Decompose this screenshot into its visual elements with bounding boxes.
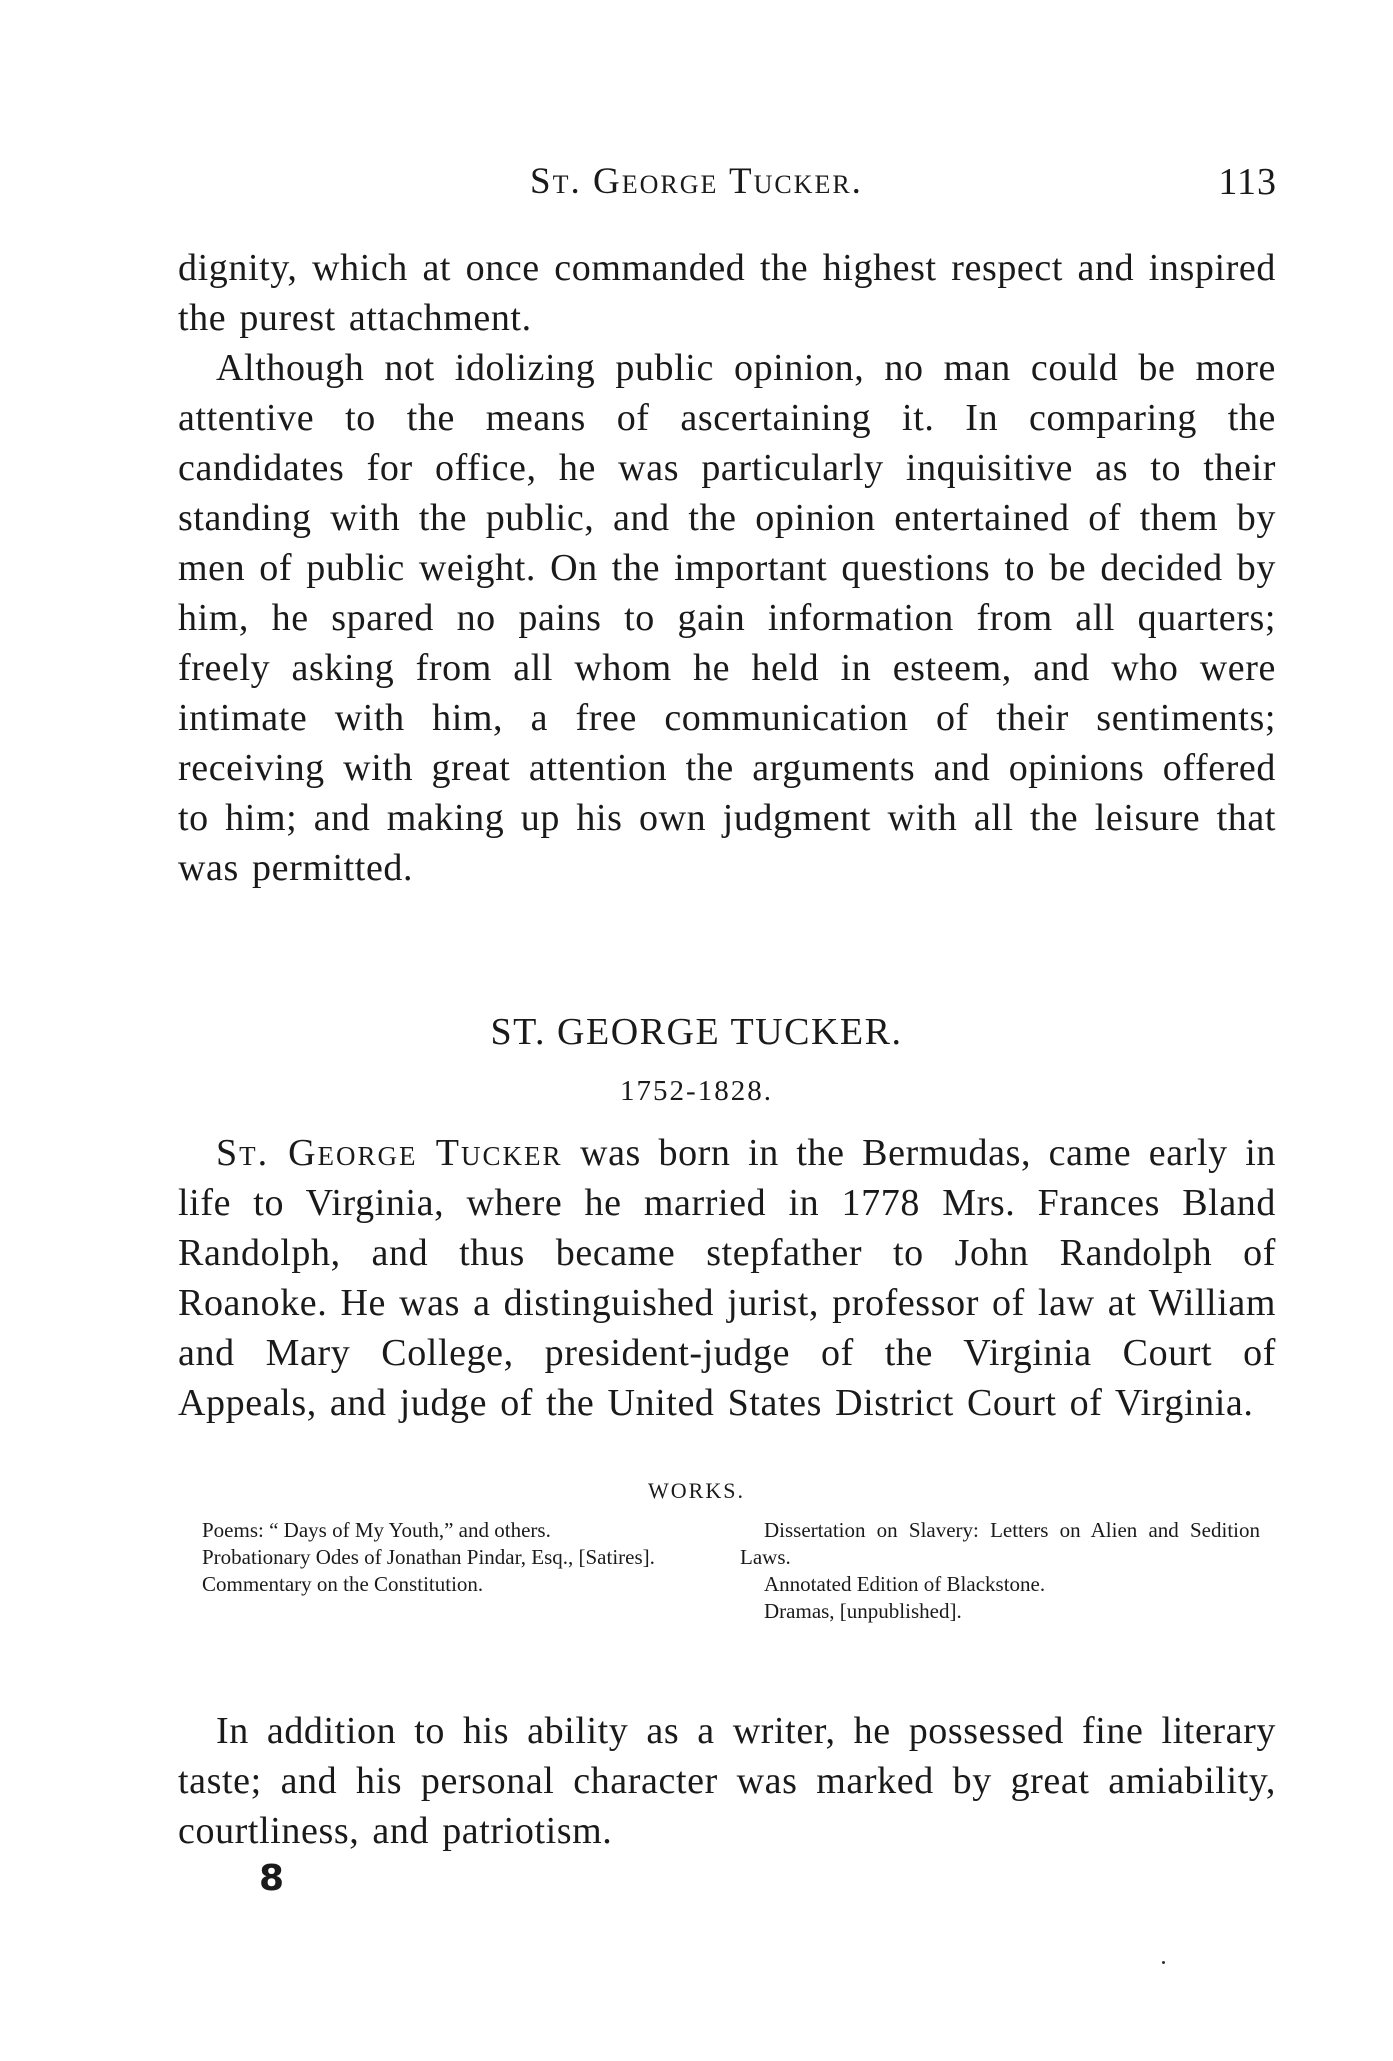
closing-text xyxy=(178,1706,1276,1856)
signature-mark: 8 xyxy=(259,1858,285,1899)
works-right-column xyxy=(740,1517,1260,1625)
paragraph-dignity: dignity, which at once commanded the highest respect and inspired the purest attachment. xyxy=(178,247,1276,339)
work-item: Dissertation on Slavery: Letters on Alien and Sedition Laws. xyxy=(740,1518,1260,1569)
biography-text xyxy=(178,1128,1276,1428)
work-item: Dramas, [unpublished]. xyxy=(764,1599,962,1623)
page-number: 113 xyxy=(1218,161,1277,203)
running-head xyxy=(0,160,1393,210)
work-item: Commentary on the Constitution. xyxy=(202,1572,484,1596)
paragraph-biography xyxy=(178,1128,1276,1428)
work-item: Probationary Odes of Jonathan Pindar, Esq., [Satires]. xyxy=(202,1545,655,1569)
continued-text xyxy=(178,243,1276,893)
works-left-column xyxy=(178,1517,698,1598)
work-item: Poems: “ Days of My Youth,” and others. xyxy=(202,1518,551,1542)
work-item: Annotated Edition of Blackstone. xyxy=(764,1572,1046,1596)
paragraph-closing: In addition to his ability as a writer, he possessed fine literary taste; and his personal character was marked by great amiability, courtliness, and patriotism. xyxy=(178,1710,1276,1852)
speck xyxy=(1162,1961,1165,1964)
paragraph-public-opinion: Although not idolizing public opinion, no man could be more attentive to the means of ascertaining it. In comparing the candidates for office, he was particularly inquisitive as to their standing with the public, and the opinion entertained of them by men of public weight. On the important questions to be decided by him, he spared no pains to gain information from all quarters; freely asking from all whom he held in esteem, and who were intimate with him, a free communication of their sentiments; receiving with great attention the arguments and opinions offered to him; and making up his own judgment with all the leisure that was permitted. xyxy=(178,347,1276,889)
running-title: St. George Tucker. xyxy=(530,161,863,202)
subject-name: St. George Tucker xyxy=(216,1132,563,1174)
biography-body: was born in the Bermudas, came early in life to Virginia, where he married in 1778 Mrs. Frances Bland Randolph, and thus became stepfather to John Randolph of Roanoke. He was a distinguished jurist, professor of law at William and Mary College, president-judge of the Virginia Court of Appeals, and judge of the United States District Court of Virginia. xyxy=(178,1132,1277,1424)
works-heading: WORKS. xyxy=(648,1478,745,1503)
life-dates: 1752-1828. xyxy=(620,1075,773,1107)
section-heading: ST. GEORGE TUCKER. xyxy=(490,1011,903,1053)
